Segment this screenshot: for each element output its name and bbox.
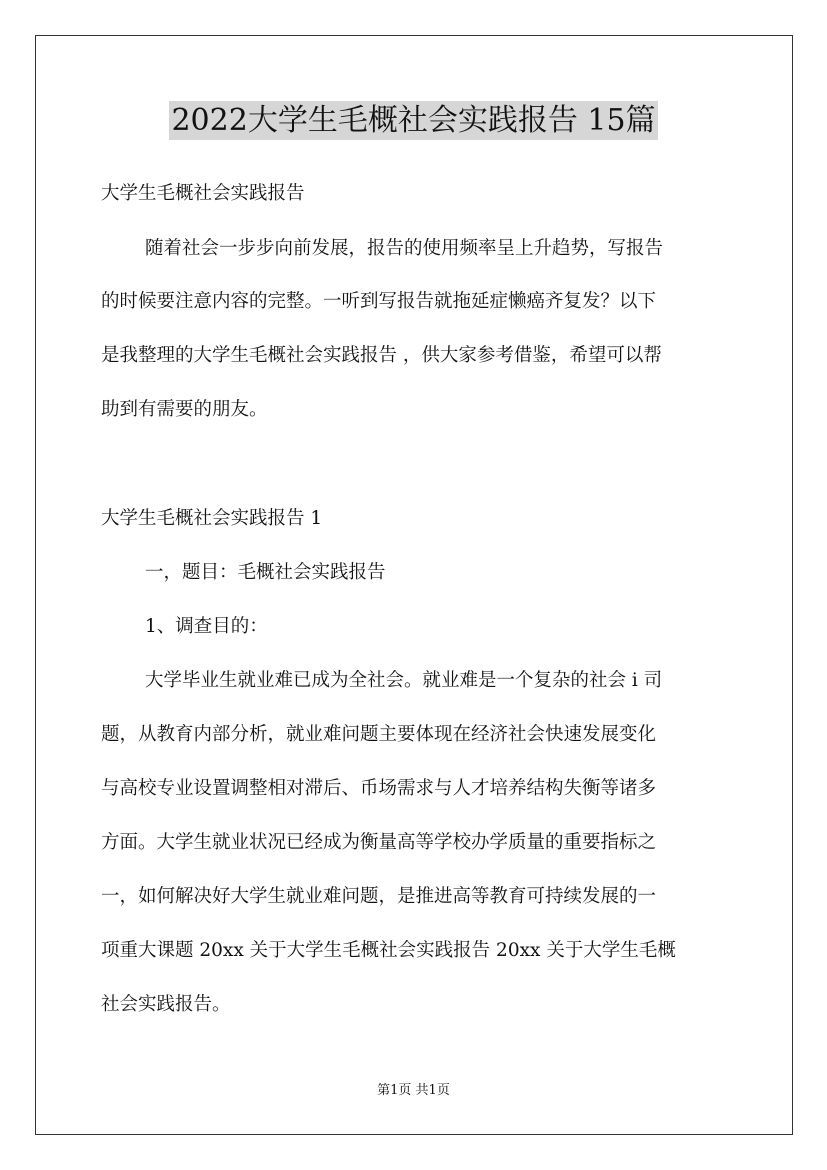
intro-line: 的时候要注意内容的完整。一听到写报告就拖延症懒癌齐复发？以下 (101, 291, 657, 312)
purpose-item: 1、调查目的： (145, 616, 268, 637)
body-line: 社会实践报告。 (101, 994, 231, 1015)
body-line: 与高校专业设置调整相对滞后、币场需求与人才培养结构失衡等诸多 (101, 778, 657, 799)
document-title-text: 2022大学生毛概社会实践报告 15篇 (171, 103, 656, 138)
body-line: 方面。大学生就业状况已经成为衡量高等学校办学质量的重要指标之 (101, 832, 657, 853)
intro-heading: 大学生毛概社会实践报告 (101, 183, 305, 204)
body-line: 题，从教育内部分析，就业难问题主要体现在经济社会快速发展变化 (101, 724, 657, 745)
page-footer: 第1页 共1页 (377, 1083, 450, 1098)
section-heading: 大学生毛概社会实践报告 1 (101, 508, 323, 529)
topic-item: 一，题目：毛概社会实践报告 (145, 562, 386, 583)
body-line: 一，如何解决好大学生就业难问题，是推进高等教育可持续发展的一 (101, 886, 657, 907)
intro-line: 随着社会一步步向前发展，报告的使用频率呈上升趋势，写报告 (145, 238, 664, 259)
body-line: 大学毕业生就业难已成为全社会。就业难是一个复杂的社会 i 司 (145, 670, 663, 691)
intro-line: 是我整理的大学生毛概社会实践报告 ，供大家参考借鉴，希望可以帮 (101, 345, 662, 366)
body-line: 项重大课题 20xx 关于大学生毛概社会实践报告 20xx 关于大学生毛概 (101, 940, 676, 961)
intro-line: 助到有需要的朋友。 (101, 399, 268, 420)
document-title (0, 101, 827, 141)
